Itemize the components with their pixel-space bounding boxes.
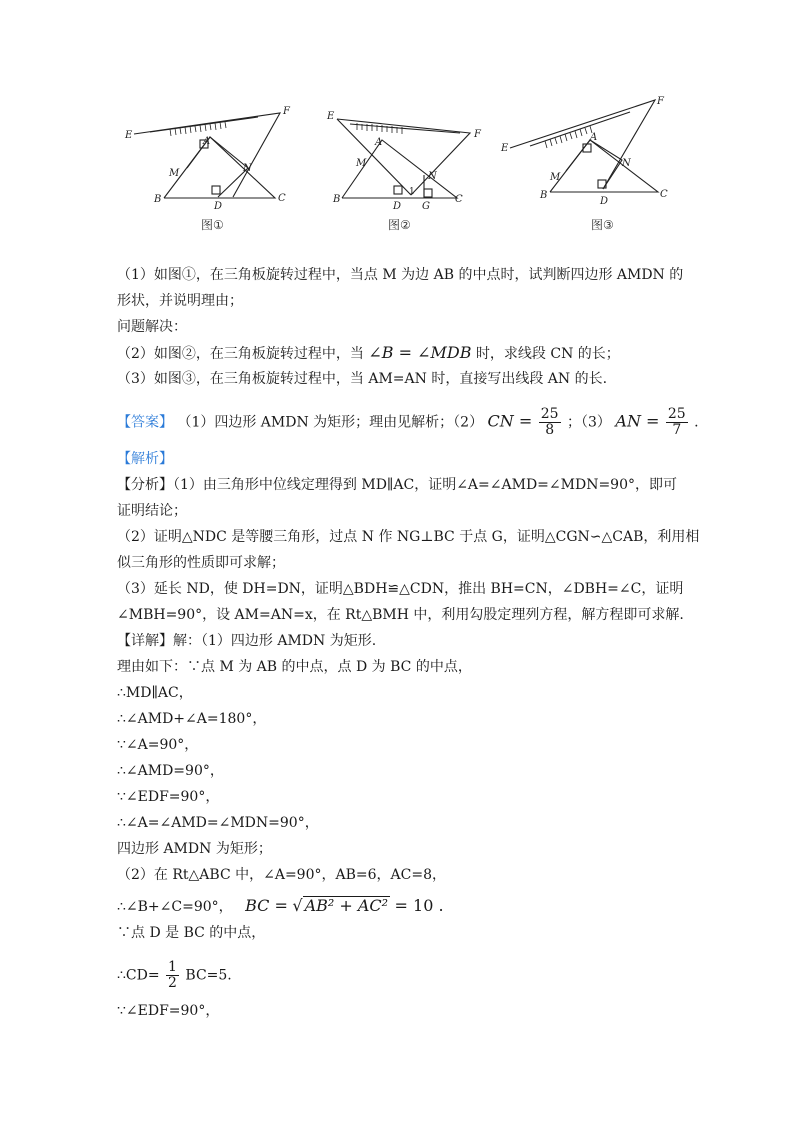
question-1-line-2: 形状，并说明理由；	[117, 293, 243, 309]
fig3-caption: 图③	[591, 218, 614, 232]
half-fraction	[166, 960, 179, 991]
detail-line-5: ∴∠AMD=90°，	[117, 763, 224, 779]
fig1-label-f: F	[283, 106, 290, 117]
detail-line-13: ∵∠EDF=90°，	[117, 1003, 220, 1019]
answer-an-label: AN =	[615, 411, 660, 431]
answer-cn-denominator: 8	[545, 422, 555, 438]
fig3-label-b: B	[540, 190, 548, 201]
answer-text-1: （1）四边形 AMDN 为矩形；理由见解析；（2）	[177, 414, 484, 431]
detail-line-7: ∴∠A=∠AMD=∠MDN=90°，	[117, 815, 319, 831]
detail-line-10	[117, 896, 737, 916]
detail-line-12-end: BC=5.	[185, 967, 232, 984]
answer-cn-label: CN =	[487, 411, 533, 431]
fig3-triangle-abc	[550, 140, 658, 192]
question-2	[117, 344, 737, 363]
fig2-label-b: B	[333, 194, 341, 205]
fig3-label-f: F	[657, 96, 664, 107]
detail-line-12	[117, 960, 737, 991]
fig2-label-m: M	[356, 158, 367, 169]
detail-line-4: ∵∠A=90°，	[117, 737, 199, 753]
analysis-line-1: 【分析】（1）由三角形中位线定理得到 MD∥AC，证明∠A=∠AMD=∠MDN=90°，即可	[117, 477, 677, 493]
answer-cn-fraction	[539, 407, 561, 438]
analysis-line-3: （2）证明△NDC 是等腰三角形，过点 N 作 NG⊥BC 于点 G，证明△CGN∽△CAB，利用相	[117, 529, 700, 545]
answer-mid: ；（3）	[567, 414, 611, 431]
problem-heading: 问题解决：	[117, 319, 187, 335]
sqrt-symbol: √	[292, 896, 303, 915]
fig2-label-e: E	[327, 111, 335, 122]
fig1-triangle-ruler	[134, 113, 280, 197]
fig2-label-angle1: 1	[409, 187, 415, 197]
analysis-line-5: （3）延长 ND，使 DH=DN，证明△BDH≌△CDN，推出 BH=CN，∠DBH=∠C，证明	[117, 581, 684, 597]
fig2-label-g: G	[422, 201, 430, 212]
detail-line-3: ∴∠AMD+∠A=180°，	[117, 711, 267, 727]
answer-end: .	[694, 414, 699, 431]
fig2-label-c: C	[455, 194, 463, 205]
answer-line	[117, 407, 737, 438]
question-2-end: 时，求线段 CN 的长；	[475, 346, 620, 362]
detail-line-11: ∵点 D 是 BC 的中点，	[117, 925, 266, 941]
question-2-start: （2）如图②，在三角板旋转过程中，当	[117, 346, 364, 362]
question-2-formula: ∠B = ∠MDB	[368, 343, 472, 362]
detail-line-2: ∴MD∥AC，	[117, 685, 193, 701]
analysis-tag: 【解析】	[117, 451, 173, 467]
detail-line-12-start: ∴CD=	[117, 967, 160, 984]
fig2-label-d: D	[393, 201, 402, 212]
question-1-line-1: （1）如图①，在三角板旋转过程中，当点 M 为边 AB 的中点时，试判断四边形 AMDN 的	[117, 267, 684, 283]
fig3-label-m: M	[550, 172, 561, 183]
fig2-label-n: N	[428, 171, 437, 182]
detail-line-8: 四边形 AMDN 为矩形；	[117, 841, 272, 857]
answer-an-fraction	[666, 407, 688, 438]
detail-heading: 【详解】解：（1）四边形 AMDN 为矩形.	[117, 633, 377, 649]
analysis-line-6: ∠MBH=90°，设 AM=AN=x，在 Rt△BMH 中，利用勾股定理列方程，解方程即可求解.	[117, 607, 684, 623]
analysis-line-4: 似三角形的性质即可求解；	[117, 555, 285, 571]
half-denominator: 2	[168, 975, 177, 991]
bc-result: = 10 .	[394, 896, 444, 915]
fig1-label-d: D	[214, 201, 223, 212]
half-numerator: 1	[168, 959, 177, 975]
fig1-caption: 图①	[201, 218, 224, 232]
bc-label: BC =	[245, 896, 288, 915]
fig3-label-n: N	[622, 158, 631, 169]
detail-line-9: （2）在 Rt△ABC 中，∠A=90°，AB=6，AC=8，	[117, 867, 446, 883]
fig2-label-f: F	[474, 129, 481, 140]
geometry-figures	[0, 0, 800, 240]
fig3-rect	[566, 140, 622, 189]
fig1-label-a: A	[203, 136, 211, 147]
fig1-label-b: B	[154, 194, 162, 205]
fig3-label-c: C	[660, 189, 668, 200]
fig1-label-m: M	[169, 168, 180, 179]
question-3: （3）如图③，在三角板旋转过程中，当 AM=AN 时，直接写出线段 AN 的长.	[117, 371, 608, 387]
detail-line-10-start: ∴∠B+∠C=90°，	[117, 899, 233, 915]
fig3-label-d: D	[600, 196, 609, 207]
fig3-label-a: A	[590, 132, 598, 143]
fig1-rect	[187, 137, 248, 197]
detail-line-6: ∵∠EDF=90°，	[117, 789, 220, 805]
analysis-line-2: 证明结论；	[117, 503, 187, 519]
answer-an-denominator: 7	[672, 422, 682, 438]
fig1-label-n: N	[243, 163, 252, 174]
fig2-caption: 图②	[388, 218, 411, 232]
fig1-label-e: E	[125, 130, 133, 141]
detail-line-1: 理由如下：∵点 M 为 AB 的中点，点 D 为 BC 的中点，	[117, 659, 472, 675]
figures-area	[0, 0, 800, 240]
fig2-label-a: A	[375, 137, 383, 148]
answer-cn-numerator: 25	[540, 406, 559, 422]
fig3-label-e: E	[501, 143, 509, 154]
fig2-triangle-abc	[342, 140, 457, 198]
answer-an-numerator: 25	[667, 406, 686, 422]
answer-tag: 【答案】	[117, 414, 173, 431]
sqrt-radicand: AB² + AC²	[304, 896, 389, 915]
fig1-label-c: C	[278, 193, 286, 204]
